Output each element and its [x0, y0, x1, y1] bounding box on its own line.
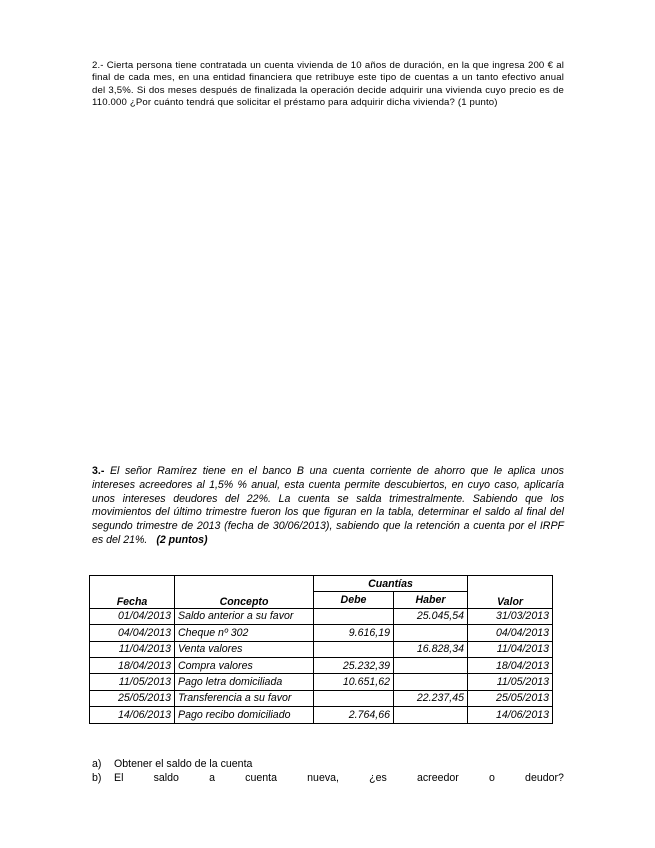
table-row	[90, 707, 553, 723]
table-row	[90, 690, 553, 706]
cell-concepto: Venta valores	[175, 641, 314, 657]
list-item-a	[92, 758, 564, 772]
task-list	[92, 758, 564, 785]
cell-concepto: Saldo anterior a su favor	[175, 608, 314, 624]
header-valor: Valor	[468, 576, 553, 609]
cell-fecha: 04/04/2013	[90, 625, 175, 641]
question-3	[92, 465, 564, 548]
cell-concepto: Transferencia a su favor	[175, 690, 314, 706]
cell-valor: 11/04/2013	[468, 641, 553, 657]
cell-valor: 11/05/2013	[468, 674, 553, 690]
cell-debe	[314, 690, 394, 706]
cell-fecha: 18/04/2013	[90, 657, 175, 673]
cell-debe: 2.764,66	[314, 707, 394, 723]
word: a	[209, 771, 215, 784]
header-fecha: Fecha	[90, 576, 175, 609]
header-concepto: Concepto	[175, 576, 314, 609]
cell-haber	[394, 707, 468, 723]
word: cuenta	[245, 771, 277, 784]
cell-valor: 18/04/2013	[468, 657, 553, 673]
question-2-text: 2.- Cierta persona tiene contratada un cuenta vivienda de 10 años de duración, en la que ingresa 200 € al final de cada mes, en una entidad financiera que retribuye este tipo de cuentas a un tanto efectivo anual del 3,5%. Si dos meses después de finalizada la operación decide adquirir una vivienda cuyo precio es de 110.000 ¿Por cuánto tendrá que solicitar el préstamo para adquirir dicha vivienda? (1 punto)	[92, 60, 564, 109]
word: El	[114, 771, 124, 784]
table-row	[90, 625, 553, 641]
list-marker: b)	[92, 771, 102, 784]
cell-haber	[394, 674, 468, 690]
word: nueva,	[307, 771, 339, 784]
word: saldo	[153, 771, 179, 784]
list-item-text	[114, 772, 564, 786]
cell-fecha: 14/06/2013	[90, 707, 175, 723]
cell-valor: 04/04/2013	[468, 625, 553, 641]
cell-haber: 22.237,45	[394, 690, 468, 706]
cell-debe: 25.232,39	[314, 657, 394, 673]
cell-fecha: 25/05/2013	[90, 690, 175, 706]
question-3-text: El señor Ramírez tiene en el banco B una cuenta corriente de ahorro que le aplica unos intereses acreedores al 1,5% % anual, esta cuenta permite descubiertos, en cuyo caso, aplicaría unos intereses deudores del 22%. La cuenta se salda trimestralmente. Sabiendo que los movimientos del último trimestre fueron los que figuran en la tabla, determinar el saldo al final del segundo trimestre de 2013 (fecha de 30/06/2013), sabiendo que la retención a cuenta por el IRPF es del 21%.	[92, 465, 564, 546]
list-item-text: Obtener el saldo de la cuenta	[114, 758, 253, 770]
word: acreedor	[416, 771, 459, 784]
cell-fecha: 01/04/2013	[90, 608, 175, 624]
movements-table	[89, 575, 553, 724]
list-item-b	[92, 772, 564, 786]
cell-concepto: Pago letra domiciliada	[175, 674, 314, 690]
cell-valor: 14/06/2013	[468, 707, 553, 723]
cell-debe: 10.651,62	[314, 674, 394, 690]
cell-concepto: Compra valores	[175, 657, 314, 673]
word: o	[488, 771, 495, 784]
cell-debe: 9.616,19	[314, 625, 394, 641]
cell-debe	[314, 608, 394, 624]
table-row	[90, 674, 553, 690]
cell-concepto: Cheque nº 302	[175, 625, 314, 641]
list-marker: a)	[92, 758, 102, 770]
question-3-points: (2 puntos)	[156, 533, 208, 546]
cell-valor: 31/03/2013	[468, 608, 553, 624]
question-3-number: 3.-	[92, 465, 105, 477]
cell-haber: 16.828,34	[394, 641, 468, 657]
word: ¿es	[369, 771, 387, 784]
table-row	[90, 608, 553, 624]
header-haber: Haber	[394, 592, 468, 608]
table-row	[90, 657, 553, 673]
cell-haber: 25.045,54	[394, 608, 468, 624]
cell-haber	[394, 625, 468, 641]
word: deudor?	[525, 771, 564, 784]
cell-fecha: 11/05/2013	[90, 674, 175, 690]
cell-debe	[314, 641, 394, 657]
header-debe: Debe	[314, 592, 394, 608]
table-row	[90, 641, 553, 657]
cell-valor: 25/05/2013	[468, 690, 553, 706]
header-cuantias: Cuantías	[314, 576, 468, 592]
cell-fecha: 11/04/2013	[90, 641, 175, 657]
cell-haber	[394, 657, 468, 673]
cell-concepto: Pago recibo domiciliado	[175, 707, 314, 723]
